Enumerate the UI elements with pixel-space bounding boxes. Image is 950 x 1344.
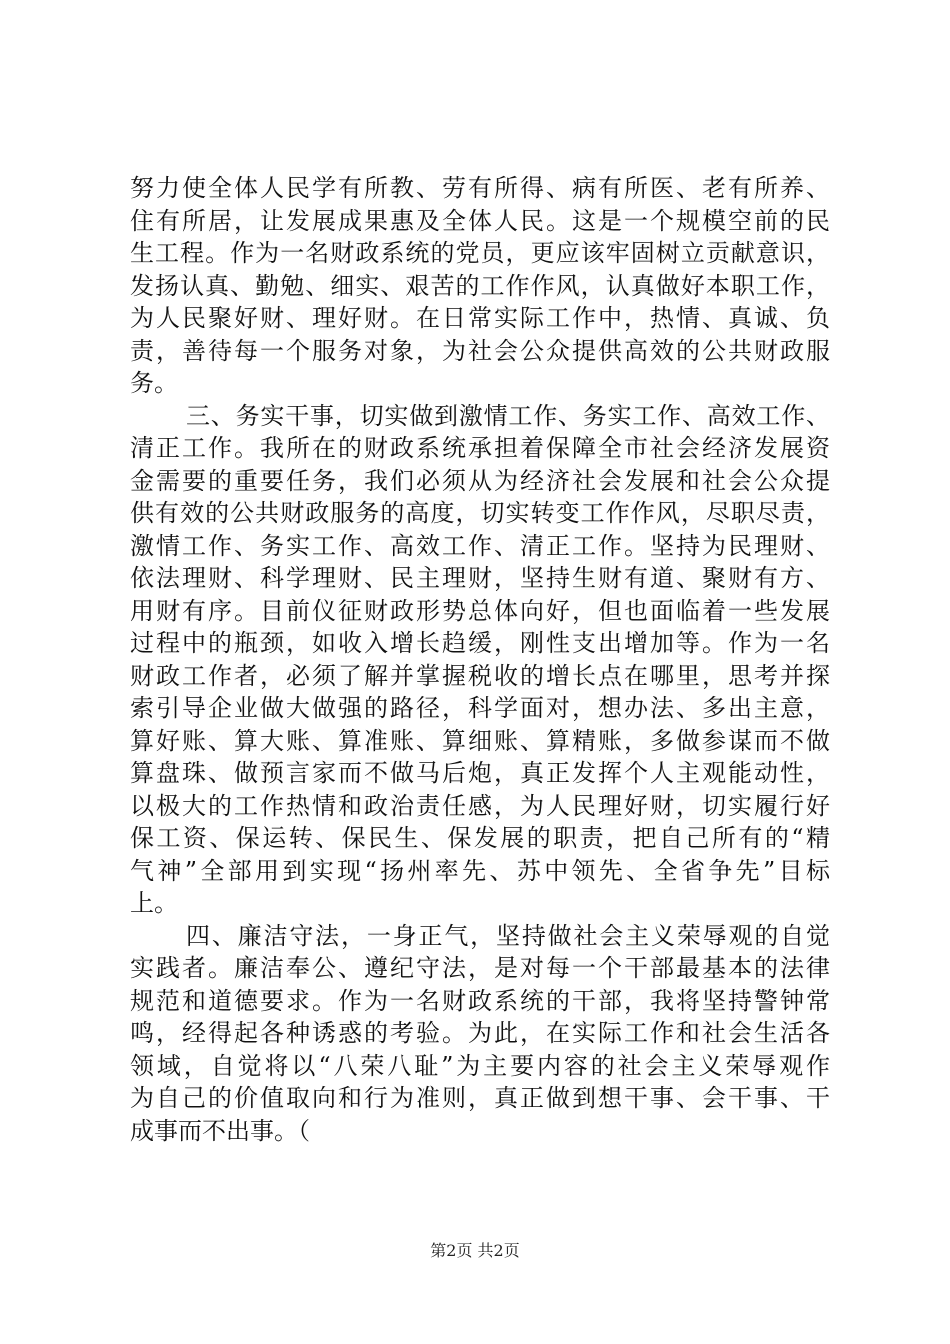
text-line: 索引导企业做大做强的路径，科学面对，想办法、多出主意，: [130, 694, 830, 722]
text-line: 生工程。作为一名财政系统的党员，更应该牢固树立贡献意识，: [130, 239, 830, 267]
text-line: 财政工作者，必须了解并掌握税收的增长点在哪里，思考并探: [130, 661, 830, 690]
text-line: 金需要的重要任务，我们必须从为经济社会发展和社会公众提: [130, 466, 830, 495]
text-line: 算好账、算大账、算准账、算细账、算精账，多做参谋而不做: [130, 726, 830, 755]
text-line: 规范和道德要求。作为一名财政系统的干部，我将坚持警钟常: [130, 986, 830, 1015]
text-line: 为自己的价值取向和行为准则，真正做到想干事、会干事、干: [130, 1084, 830, 1112]
text-line: 供有效的公共财政服务的高度，切实转变工作作风，尽职尽责，: [130, 499, 830, 527]
text-line: 气神”全部用到实现“扬州率先、苏中领先、全省争先”目标: [130, 856, 830, 885]
text-line: 务。: [130, 369, 178, 397]
text-line: 实践者。廉洁奉公、遵纪守法，是对每一个干部最基本的法律: [130, 954, 830, 982]
text-line: 鸣，经得起各种诱惑的考验。为此，在实际工作和社会生活各: [130, 1019, 830, 1047]
text-line: 保工资、保运转、保民生、保发展的职责，把自己所有的“精: [130, 824, 830, 852]
text-line: 为人民聚好财、理好财。在日常实际工作中，热情、真诚、负: [130, 304, 830, 332]
text-line: 责，善待每一个服务对象，为社会公众提供高效的公共财政服: [130, 336, 830, 365]
paragraph-start-line: 三、务实干事，切实做到激情工作、务实工作、高效工作、: [186, 401, 830, 430]
page-footer: [0, 1240, 950, 1262]
text-line: 发扬认真、勤勉、细实、艰苦的工作作风，认真做好本职工作，: [130, 271, 830, 300]
text-line: 算盘珠、做预言家而不做马后炮，真正发挥个人主观能动性，: [130, 759, 830, 787]
text-line: 依法理财、科学理财、民主理财，坚持生财有道、聚财有方、: [130, 564, 830, 592]
text-line: 以极大的工作热情和政治责任感，为人民理好财，切实履行好: [130, 791, 830, 820]
text-line: 上。: [130, 889, 178, 917]
text-line: 用财有序。目前仪征财政形势总体向好，但也面临着一些发展: [130, 596, 830, 625]
document-body: [130, 172, 830, 1147]
text-line: 过程中的瓶颈，如收入增长趋缓，刚性支出增加等。作为一名: [130, 629, 830, 657]
text-line: 成事而不出事。（: [130, 1116, 310, 1145]
text-line: 领域，自觉将以“八荣八耻”为主要内容的社会主义荣辱观作: [130, 1051, 830, 1080]
text-line: 激情工作、务实工作、高效工作、清正工作。坚持为民理财、: [130, 531, 830, 560]
page-number-label: 第2页 共2页: [430, 1241, 520, 1260]
text-line: 住有所居，让发展成果惠及全体人民。这是一个规模空前的民: [130, 206, 830, 235]
text-line: 努力使全体人民学有所教、劳有所得、病有所医、老有所养、: [130, 174, 830, 202]
text-line: 清正工作。我所在的财政系统承担着保障全市社会经济发展资: [130, 434, 830, 462]
paragraph-start-line: 四、廉洁守法，一身正气，坚持做社会主义荣辱观的自觉: [186, 921, 830, 950]
